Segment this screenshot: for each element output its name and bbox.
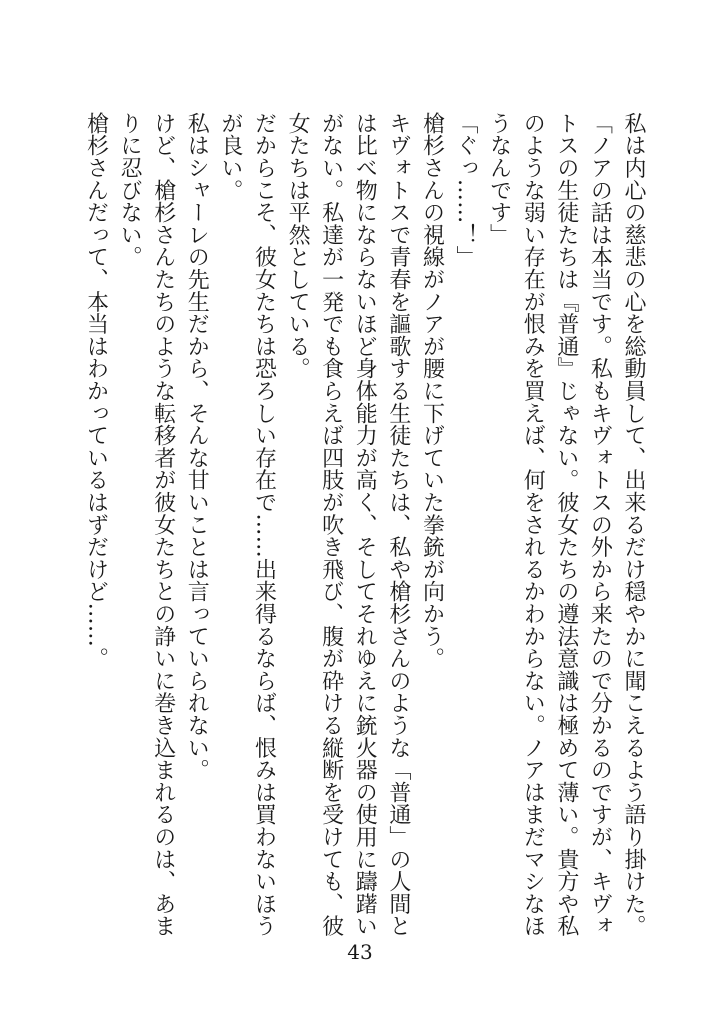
paragraph-1: 私は内心の慈悲の心を総動員して、出来るだけ穏やかに聞こえるよう語り掛けた。 <box>621 112 646 938</box>
paragraph-9: 槍杉さんだって、本当はわかっているはずだけど……。 <box>83 112 109 670</box>
paragraph-7: 私はシャーレの先生だから、そんな甘いことは言っていられない。 <box>184 112 210 781</box>
paragraph-3: 「ぐっ……！」 <box>453 112 479 269</box>
paragraph-6: だからこそ、彼女たちは恐ろしい存在で……出来得るならば、恨みは買わないほうが良い。 <box>217 112 277 938</box>
paragraph-2: 「ノアの話は本当です。私もキヴォトスの外から来たので分かるのですが、キヴォトスの生徒たちは『普通』じゃない。彼女たちの遵法意識は極めて薄い。貴方や私のような弱い存在が恨みを買えば、何をされるかわからない。ノアはまだマシなほうなんです」 <box>486 112 613 938</box>
page-number: 43 <box>347 940 373 964</box>
paragraph-4: 槍杉さんの視線がノアが腰に下げていた拳銃が向かう。 <box>419 112 445 670</box>
vertical-text-body <box>79 112 650 942</box>
paragraph-5: キヴォトスで青春を謳歌する生徒たちは、私や槍杉さんのような「普通」の人間とは比べ物にならないほど身体能力が高く、そしてそれゆえに銃火器の使用に躊躇いがない。私達が一発でも食らえば四肢が吹き飛び、腹が砕ける縦断を受けても、彼女たちは平然としている。 <box>285 112 411 938</box>
paragraph-8: けど、槍杉さんたちのような転移者が彼女たちとの諍いに巻き込まれるのは、あまりに忍びない。 <box>117 112 176 938</box>
